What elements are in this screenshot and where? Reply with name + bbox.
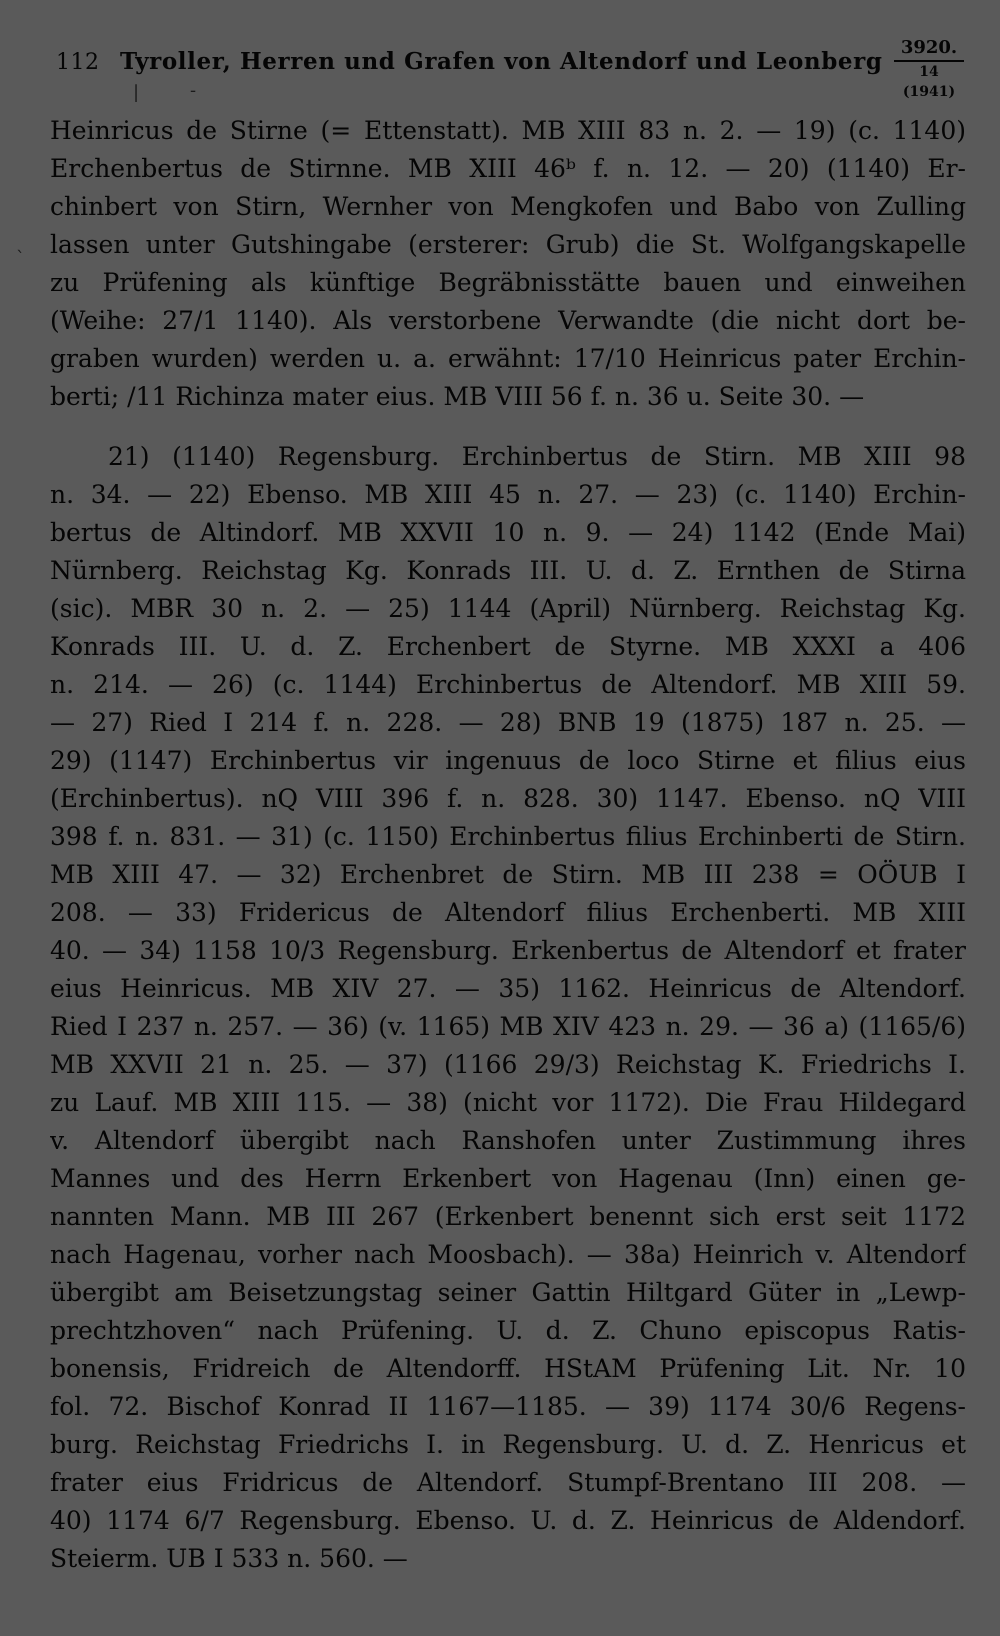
text-line: n. 34. — 22) Ebenso. MB XIII 45 n. 27. — 23) (c. 1140) Erchin-	[50, 480, 966, 509]
page-header	[50, 37, 970, 100]
text-line: berti; /11 Richinza mater eius. MB VIII 56 f. n. 36 u. Seite 30. —	[50, 382, 865, 411]
text-line: Erchenbertus de Stirnne. MB XIII 46ᵇ f. n. 12. — 20) (1140) Er-	[50, 154, 966, 183]
text-line: burg. Reichstag Friedrichs I. in Regensburg. U. d. Z. Henricus et	[50, 1430, 966, 1459]
body-text	[50, 112, 966, 1578]
text-line: lassen unter Gutshingabe (ersterer: Grub) die St. Wolfgangskapelle	[50, 230, 966, 259]
text-line: fol. 72. Bischof Konrad II 1167—1185. — 39) 1174 30/6 Regens-	[50, 1392, 966, 1421]
text-line: bertus de Altindorf. MB XXVII 10 n. 9. — 24) 1142 (Ende Mai)	[50, 518, 966, 547]
text-line: nach Hagenau, vorher nach Moosbach). — 38a) Heinrich v. Altendorf	[50, 1240, 966, 1269]
text-line: frater eius Fridricus de Altendorf. Stumpf-Brentano III 208. —	[50, 1468, 966, 1497]
reference-number-bottom: 14 (1941)	[902, 64, 956, 100]
margin-mark-dash: -	[190, 80, 197, 101]
text-line: prechtzhoven“ nach Prüfening. U. d. Z. Chuno episcopus Ratis-	[50, 1316, 966, 1345]
text-line: 398 f. n. 831. — 31) (c. 1150) Erchinbertus filius Erchinberti de Stirn.	[50, 822, 966, 851]
text-line: Steierm. UB I 533 n. 560. —	[50, 1544, 408, 1573]
text-line: chinbert von Stirn, Wernher von Mengkofen und Babo von Zulling	[50, 192, 966, 221]
margin-mark-pipe: |	[133, 82, 140, 103]
text-line: graben wurden) werden u. a. erwähnt: 17/10 Heinricus pater Erchin-	[50, 344, 966, 373]
text-line: Heinricus de Stirne (= Ettenstatt). MB XIII 83 n. 2. — 19) (c. 1140)	[50, 116, 966, 145]
text-line: nannten Mann. MB III 267 (Erkenbert benennt sich erst seit 1172	[50, 1202, 966, 1231]
text-line: Nürnberg. Reichstag Kg. Konrads III. U. d. Z. Ernthen de Stirna	[50, 556, 966, 585]
text-line: 40) 1174 6/7 Regensburg. Ebenso. U. d. Z. Heinricus de Aldendorf.	[50, 1506, 966, 1535]
page-number: 112	[56, 50, 100, 75]
text-line: 208. — 33) Fridericus de Altendorf filius Erchenberti. MB XIII	[50, 898, 966, 927]
text-line: 21) (1140) Regensburg. Erchinbertus de Stirn. MB XIII 98	[108, 442, 966, 471]
text-line: (Erchinbertus). nQ VIII 396 f. n. 828. 30) 1147. Ebenso. nQ VIII	[50, 784, 966, 813]
reference-number-top: 3920.	[894, 38, 964, 62]
text-line: — 27) Ried I 214 f. n. 228. — 28) BNB 19 (1875) 187 n. 25. —	[50, 708, 966, 737]
text-line: bonensis, Fridreich de Altendorff. HStAM Prüfening Lit. Nr. 10	[50, 1354, 966, 1383]
text-line: MB XXVII 21 n. 25. — 37) (1166 29/3) Reichstag K. Friedrichs I.	[50, 1050, 966, 1079]
text-line: zu Lauf. MB XIII 115. — 38) (nicht vor 1172). Die Frau Hildegard	[50, 1088, 966, 1117]
text-line: 40. — 34) 1158 10/3 Regensburg. Erkenbertus de Altendorf et frater	[50, 936, 966, 965]
text-line: (sic). MBR 30 n. 2. — 25) 1144 (April) Nürnberg. Reichstag Kg.	[50, 594, 966, 623]
reference-number	[894, 38, 964, 102]
text-line: Mannes und des Herrn Erkenbert von Hagenau (Inn) einen ge-	[50, 1164, 966, 1193]
text-line: Konrads III. U. d. Z. Erchenbert de Styrne. MB XXXI a 406	[50, 632, 966, 661]
text-line: v. Altendorf übergibt nach Ranshofen unter Zustimmung ihres	[50, 1126, 966, 1155]
text-line: (Weihe: 27/1 1140). Als verstorbene Verwandte (die nicht dort be-	[50, 306, 966, 335]
text-line: 29) (1147) Erchinbertus vir ingenuus de loco Stirne et filius eius	[50, 746, 966, 775]
text-line: Ried I 237 n. 257. — 36) (v. 1165) MB XIV 423 n. 29. — 36 a) (1165/6)	[50, 1012, 966, 1041]
text-line: MB XIII 47. — 32) Erchenbret de Stirn. MB III 238 = OÖUB I	[50, 860, 966, 889]
running-title: Tyroller, Herren und Grafen von Altendorf und Leonberg	[120, 48, 883, 75]
text-line: eius Heinricus. MB XIV 27. — 35) 1162. Heinricus de Altendorf.	[50, 974, 966, 1003]
text-line: übergibt am Beisetzungstag seiner Gattin Hiltgard Güter in „Lewp-	[50, 1278, 966, 1307]
margin-mark-left: `	[16, 248, 25, 269]
text-line: n. 214. — 26) (c. 1144) Erchinbertus de Altendorf. MB XIII 59.	[50, 670, 966, 699]
text-line: zu Prüfening als künftige Begräbnisstätte bauen und einweihen	[50, 268, 966, 297]
